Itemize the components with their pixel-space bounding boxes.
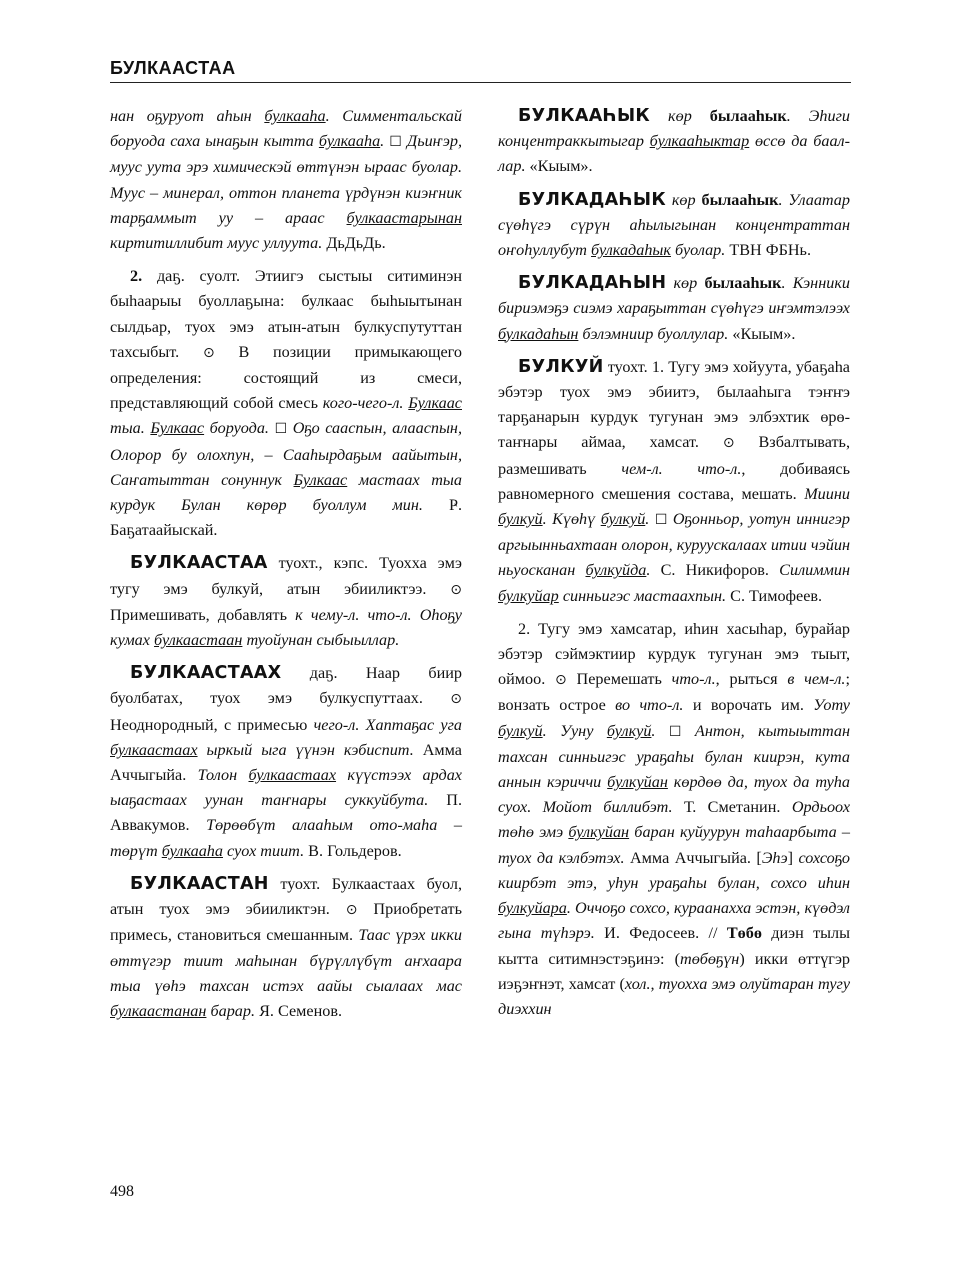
example-text: туохха эмэ олуйтаран тугу диэххин bbox=[498, 974, 851, 1018]
entry-headword: БУЛКААСТААХ bbox=[130, 663, 282, 684]
literary-example-marker-icon: ☐ bbox=[668, 723, 682, 740]
grammar-note: кого-чего-л. bbox=[322, 394, 404, 413]
headword-usage: булкуй bbox=[606, 721, 652, 740]
example-text: Толон bbox=[197, 766, 249, 785]
example-text: киртитиллибит муус уллуута. bbox=[110, 234, 323, 253]
grammar-note: что-л. bbox=[671, 670, 716, 689]
grammar-note: чего-л. bbox=[313, 715, 360, 734]
example-text: . bbox=[645, 510, 655, 529]
grammar-note: в чем-л. bbox=[787, 670, 846, 689]
entry-headword: БУЛКААҺЫК bbox=[518, 106, 651, 126]
dictionary-entry bbox=[110, 551, 462, 653]
sense-paragraph bbox=[498, 617, 850, 1022]
dictionary-page bbox=[110, 0, 851, 1274]
example-text: күүстээх ардах ыаҕастаах уунан таҥнары суккуйбута. bbox=[110, 766, 462, 810]
entry-continuation bbox=[110, 104, 462, 256]
example-text: . Симментальскай боруода саха ынаҕын кытта bbox=[110, 107, 462, 151]
headword-usage: Булкаас bbox=[150, 419, 205, 438]
headword-usage: булкааһыктар bbox=[649, 132, 750, 151]
headword-usage: булкааһа bbox=[318, 132, 381, 151]
example-text: суох тиит. bbox=[223, 841, 305, 860]
example-text: Уоту bbox=[813, 696, 850, 715]
source-attribution: Амма Аччыгыйа. [ bbox=[624, 848, 762, 867]
translation-marker-icon: ⊙ bbox=[450, 581, 462, 598]
example-text: баран куйуурун таһаарбыта – туох да кэлбэтэх. bbox=[498, 823, 850, 867]
headword-usage: булкуй bbox=[498, 721, 543, 740]
headword-usage: булкааһа bbox=[161, 841, 223, 860]
dictionary-entry bbox=[110, 661, 462, 864]
translation-marker-icon: ⊙ bbox=[450, 691, 462, 708]
example-text: . Кэнники бириэмэҕэ сиэмэ хараҕыттан сүөһүгэ иҥэмтэлээх bbox=[498, 274, 850, 318]
definition-text: туохт. 1. Тугу эмэ хойуута, убаҕаһа эбэтэр туох эмэ эбиитэ, былааһыга тэҥҥэ тарҕанарын курдук тугунан эмэ элбэхтик өрө-таҥнары аймаа, хамсат. bbox=[498, 357, 850, 452]
source-attribution: С. Никифоров. bbox=[650, 561, 780, 580]
example-text: Оһоҕу кумах bbox=[110, 605, 462, 650]
translation-text: Приобретать примесь, становиться смешанным. bbox=[110, 900, 462, 945]
source-attribution: В. Гольдеров. bbox=[304, 841, 402, 860]
headword-usage: булкуй bbox=[498, 510, 543, 529]
source-attribution: ДьДьДь. bbox=[322, 234, 386, 253]
example-text: Дьиҥэр, муус уута эрэ химическэй өттүнэн ыраас буолар. Муус – минерал, оттон планета үрдүнэн киэҥник тарҕаммыт уу – араас bbox=[110, 132, 463, 227]
headword-usage: булкуйар bbox=[498, 586, 559, 605]
source-attribution: С. Тимофеев. bbox=[726, 586, 823, 605]
example-text: Оҕо сааспын, алааспын, Олорор бу олохпун, – Сааһырдаҕым аайытын, Саҥатыттан сонуннук bbox=[110, 419, 463, 489]
entry-headword: БУЛКААСТАА bbox=[130, 553, 268, 574]
headword-usage: булкуй bbox=[600, 510, 646, 529]
example-text: боруода. bbox=[204, 419, 275, 438]
example-text: бэлэмниир буоллулар. bbox=[578, 324, 729, 343]
dictionary-entry bbox=[498, 355, 850, 609]
example-text: нан оҕуруот аһын bbox=[110, 107, 265, 125]
cross-reference-label: көр bbox=[665, 190, 702, 209]
headword-usage: булкуйда bbox=[585, 561, 647, 580]
example-text: Төрөөбүт алааһым ото-маһа – төрүт bbox=[110, 816, 463, 860]
dictionary-entry bbox=[110, 872, 462, 1024]
editorial-insert: Эһэ bbox=[761, 848, 788, 867]
header-rule bbox=[110, 82, 851, 83]
grammar-note: во что-л. bbox=[615, 696, 684, 715]
headword-usage: булкаастарынан bbox=[346, 208, 462, 227]
headword-usage: булкаастаах bbox=[248, 766, 337, 785]
headword-usage: булкуйан bbox=[607, 773, 668, 792]
dictionary-entry bbox=[498, 188, 850, 264]
running-head: БУЛКААСТАА bbox=[110, 58, 236, 78]
source-attribution: «Кыым». bbox=[728, 324, 796, 343]
headword-usage: булкаастанан bbox=[110, 1001, 207, 1020]
definition-text: даҕ. Наар биир буолбатах, туох эмэ булкуспуттаах. bbox=[110, 664, 462, 708]
page-number: 498 bbox=[110, 1183, 134, 1200]
dictionary-entry bbox=[498, 271, 850, 347]
cross-reference-target: былааһык bbox=[701, 190, 779, 209]
example-text: сохсоҕо киирбэт этэ, уһун ураҕаһы булан, сохсо иһин bbox=[498, 848, 850, 892]
headword-usage: булкуйара bbox=[498, 899, 567, 918]
definition-text: диэн тылы кытта ситимнэстэҕинэ: ( bbox=[498, 924, 851, 968]
entry-headword: БУЛКАДАҺЫН bbox=[518, 273, 667, 294]
entry-headword: БУЛКАДАҺЫК bbox=[518, 189, 666, 210]
grammar-note: к чему-л. что-л. bbox=[295, 605, 412, 624]
example-text: синньигэс мастаахпын. bbox=[558, 586, 727, 605]
example-text: Таас үрэх икки өттүгэр тиит маһынан бүрүллүбүт аҥхаара тыа үөһэ тахсан истэх аайы сыалаах мас bbox=[110, 926, 462, 995]
definition-text: туохт. Булкаастаах буол, атын туох эмэ эбииликтэн. bbox=[110, 874, 462, 919]
cross-reference-label: көр bbox=[650, 107, 710, 125]
translation-text: Примешивать, добавлять bbox=[110, 605, 296, 624]
example-text: төбөҕүн bbox=[680, 949, 740, 968]
headword-usage: булкадаһын bbox=[498, 324, 579, 343]
cross-reference-target: былааһык bbox=[709, 107, 787, 125]
example-text: . Эһиги концентраккытыгар bbox=[498, 107, 850, 151]
translation-text: В позиции примыкающего определения: состоящий из смеси, представляющий собой смесь bbox=[110, 342, 462, 413]
definition-text: 2. Тугу эмэ хамсатар, иһин хасыһар, бурайар эбэтэр сэймэктиир курдук тугунан эмэ тыыт, оймоо. bbox=[498, 619, 850, 689]
headword-usage: булкааһа bbox=[264, 107, 326, 125]
right-column bbox=[498, 104, 850, 1030]
bracket-text: ] bbox=[787, 848, 799, 867]
example-text: . Ууну bbox=[542, 721, 607, 740]
literary-example-marker-icon: ☐ bbox=[654, 512, 668, 529]
definition-text: туохт., кэпс. Туохха эмэ тугу эмэ булкуй, атын эбииликтээ. bbox=[110, 554, 462, 598]
source-attribution: ТВН ФБНь. bbox=[725, 241, 811, 260]
example-text: барар. bbox=[206, 1001, 256, 1020]
example-text: . Күөһү bbox=[542, 510, 601, 529]
cross-reference-target: былааһык bbox=[704, 274, 782, 293]
translation-text: , рыться bbox=[715, 670, 788, 689]
source-attribution: Ҏ. Баҕатаайыскай. bbox=[110, 496, 462, 540]
example-text: . bbox=[651, 721, 669, 740]
translation-text: Взбалтывать, размешивать bbox=[498, 433, 850, 478]
translation-text: , добиваясь равномерного смешения состава, мешать. bbox=[498, 459, 850, 503]
left-column bbox=[110, 104, 462, 1032]
definition-text: ) икки өттүгэр иэҕэҥнэт, хамсат ( bbox=[498, 949, 850, 993]
example-text: . Улаатар сүөһүгэ сүрүн аһылыгынан концентраттан оҥоһуллубут bbox=[498, 190, 850, 260]
example-text: көрдөө да, туох да туһа суох. Мойот биллибэт. bbox=[498, 773, 850, 817]
cross-reference-label: көр bbox=[666, 274, 705, 293]
headword-usage: булкаастаан bbox=[154, 631, 243, 650]
translation-text: Неоднородный, с примесью bbox=[110, 715, 314, 734]
translation-marker-icon: ⊙ bbox=[722, 435, 735, 452]
example-text: Силиммин bbox=[779, 561, 851, 580]
source-attribution: «Кыым». bbox=[525, 157, 593, 176]
entry-headword: БУЛКААСТАН bbox=[130, 873, 269, 894]
headword-usage: булкадаһык bbox=[591, 241, 671, 260]
example-text: мастаах тыа курдук Булан көрөр буоллум мин. bbox=[110, 470, 462, 515]
source-attribution: Т. Сметанин. bbox=[672, 798, 792, 817]
entry-headword: БУЛКУЙ bbox=[518, 356, 604, 377]
source-attribution: Амма Аччыгыйа. bbox=[110, 740, 462, 785]
source-attribution: И. Федосеев. // bbox=[594, 924, 727, 943]
translation-text: ; вонзать острое bbox=[498, 670, 850, 715]
grammar-note: чем-л. что-л. bbox=[621, 459, 742, 478]
literary-example-marker-icon: ☐ bbox=[274, 421, 288, 438]
translation-text: и ворочать им. bbox=[683, 696, 814, 715]
source-attribution: Я. Семенов. bbox=[255, 1001, 343, 1020]
headword-usage: булкаастаах bbox=[110, 740, 198, 759]
grammar-note: хол., bbox=[624, 974, 655, 993]
headword-usage: Булкаас bbox=[408, 394, 462, 413]
example-text: туойунан сыбыыллар. bbox=[242, 631, 400, 650]
example-text: Миини bbox=[804, 484, 850, 503]
translation-marker-icon: ⊙ bbox=[202, 344, 215, 361]
sense-paragraph bbox=[110, 264, 462, 543]
source-attribution: П. Аввакумов. bbox=[110, 791, 462, 835]
translation-marker-icon: ⊙ bbox=[555, 672, 567, 689]
example-text: . Оччоҕо сохсо, кураанахха эстэн, күөдэл гына түһэрэ. bbox=[498, 899, 850, 943]
literary-example-marker-icon: ☐ bbox=[389, 134, 402, 151]
example-text: буолар. bbox=[670, 241, 726, 260]
example-text: Хаптаҕас уга bbox=[359, 715, 463, 734]
definition-text: даҕ. суолт. Этиигэ сыстыы ситиминэн быһаарыы буоллаҕына: булкаас быһыытынан сылдьар, туох эмэ атын-атын булкуспутуттан тахсыбыт. bbox=[110, 267, 462, 361]
translation-text: Перемешать bbox=[566, 670, 672, 689]
dictionary-entry bbox=[498, 104, 850, 180]
translation-marker-icon: ⊙ bbox=[345, 902, 358, 919]
sense-number: 2. bbox=[130, 267, 143, 286]
collocation-keyword: Төбө bbox=[726, 924, 762, 943]
example-text: ыркый ыга үүнэн кэбиспит. bbox=[197, 740, 414, 759]
headword-usage: булкуйан bbox=[568, 823, 630, 842]
example-text: Оҕонньор, уотун иннигэр аргыынньахтаан олорон, куруускалаах итии чэйин ньуосканан bbox=[498, 510, 850, 580]
example-text: Антон, кытыыттан тахсан синньигэс ураҕаһы булан киирэн, кута аннын кэриччи bbox=[498, 721, 851, 792]
example-text: . bbox=[646, 561, 651, 580]
headword-usage: Булкаас bbox=[293, 470, 348, 489]
example-text: Ордьоох төһө эмэ bbox=[498, 798, 851, 842]
example-text: өссө да бааллар. bbox=[498, 132, 850, 176]
example-text: тыа. bbox=[110, 419, 151, 438]
example-text: . bbox=[380, 132, 390, 151]
